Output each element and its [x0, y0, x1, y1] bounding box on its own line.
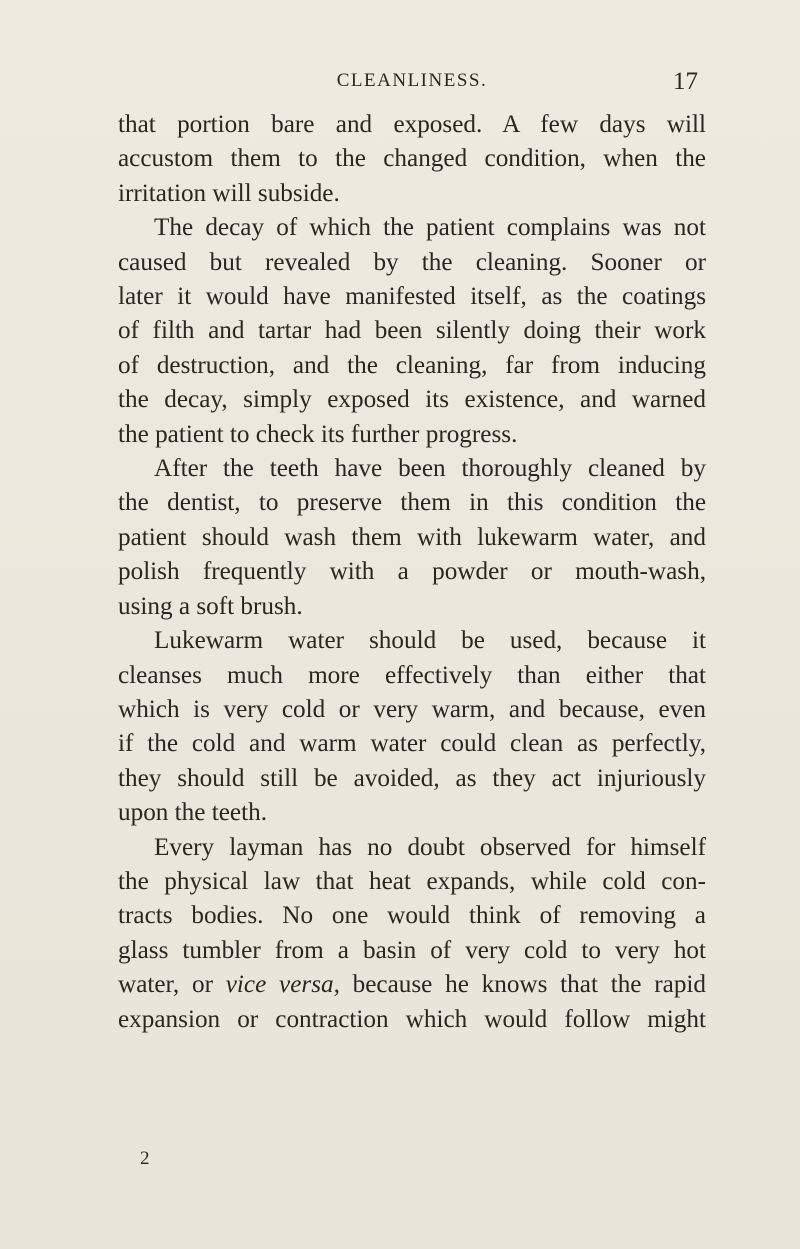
text-line: accustom them to the changed condition, when the: [118, 145, 706, 173]
paragraph-4: [118, 624, 706, 830]
text-line-with-italic: [118, 968, 706, 1002]
text-line: After the teeth have been thoroughly cleaned by: [154, 455, 706, 483]
text-line: expansion or contraction which would follow might: [118, 1005, 706, 1033]
text-line: upon the teeth.: [118, 799, 267, 827]
text-line: that portion bare and exposed. A few days will: [118, 111, 706, 138]
paragraph-5: [118, 831, 706, 1037]
italic-phrase: vice versa,: [225, 971, 340, 999]
running-title: CLEANLINESS.: [336, 70, 488, 91]
text-line: the decay, simply exposed its existence, and warned: [118, 386, 706, 414]
text-line: the dentist, to preserve them in this condition the: [118, 489, 706, 517]
running-head: [118, 68, 706, 98]
text-line: The decay of which the patient complains was not: [154, 214, 706, 242]
text-line: the physical law that heat expands, while cold con-: [118, 867, 706, 895]
paragraph-1: [118, 108, 706, 211]
text-line: irritation will subside.: [118, 179, 340, 207]
text-line: later it would have manifested itself, as the coatings: [118, 283, 706, 311]
text-fragment: because he knows that the rapid: [339, 971, 706, 999]
text-line: if the cold and warm water could clean as perfectly,: [118, 730, 706, 758]
text-fragment: water, or: [118, 971, 226, 999]
signature-mark: 2: [140, 1148, 150, 1169]
text-line: which is very cold or very warm, and because, even: [118, 695, 706, 723]
text-line: Every layman has no doubt observed for himself: [154, 833, 706, 861]
text-line: polish frequently with a powder or mouth-wash,: [118, 558, 706, 586]
text-line: patient should wash them with lukewarm water, and: [118, 523, 706, 551]
text-line: they should still be avoided, as they act injuriously: [118, 764, 706, 792]
page-number: 17: [673, 68, 698, 95]
paragraph-2: [118, 211, 706, 452]
paragraph-3: [118, 452, 706, 624]
text-line: using a soft brush.: [118, 592, 303, 620]
text-line: Lukewarm water should be used, because it: [154, 627, 706, 655]
text-line: cleanses much more effectively than either that: [118, 661, 706, 689]
text-line: caused but revealed by the cleaning. Sooner or: [118, 248, 706, 276]
text-line: glass tumbler from a basin of very cold to very hot: [118, 936, 706, 964]
text-line: tracts bodies. No one would think of removing a: [118, 902, 706, 930]
body-text: [118, 108, 706, 1037]
text-line: of destruction, and the cleaning, far from inducing: [118, 351, 706, 379]
text-line: the patient to check its further progress.: [118, 420, 518, 448]
text-line: of filth and tartar had been silently doing their work: [118, 317, 706, 345]
